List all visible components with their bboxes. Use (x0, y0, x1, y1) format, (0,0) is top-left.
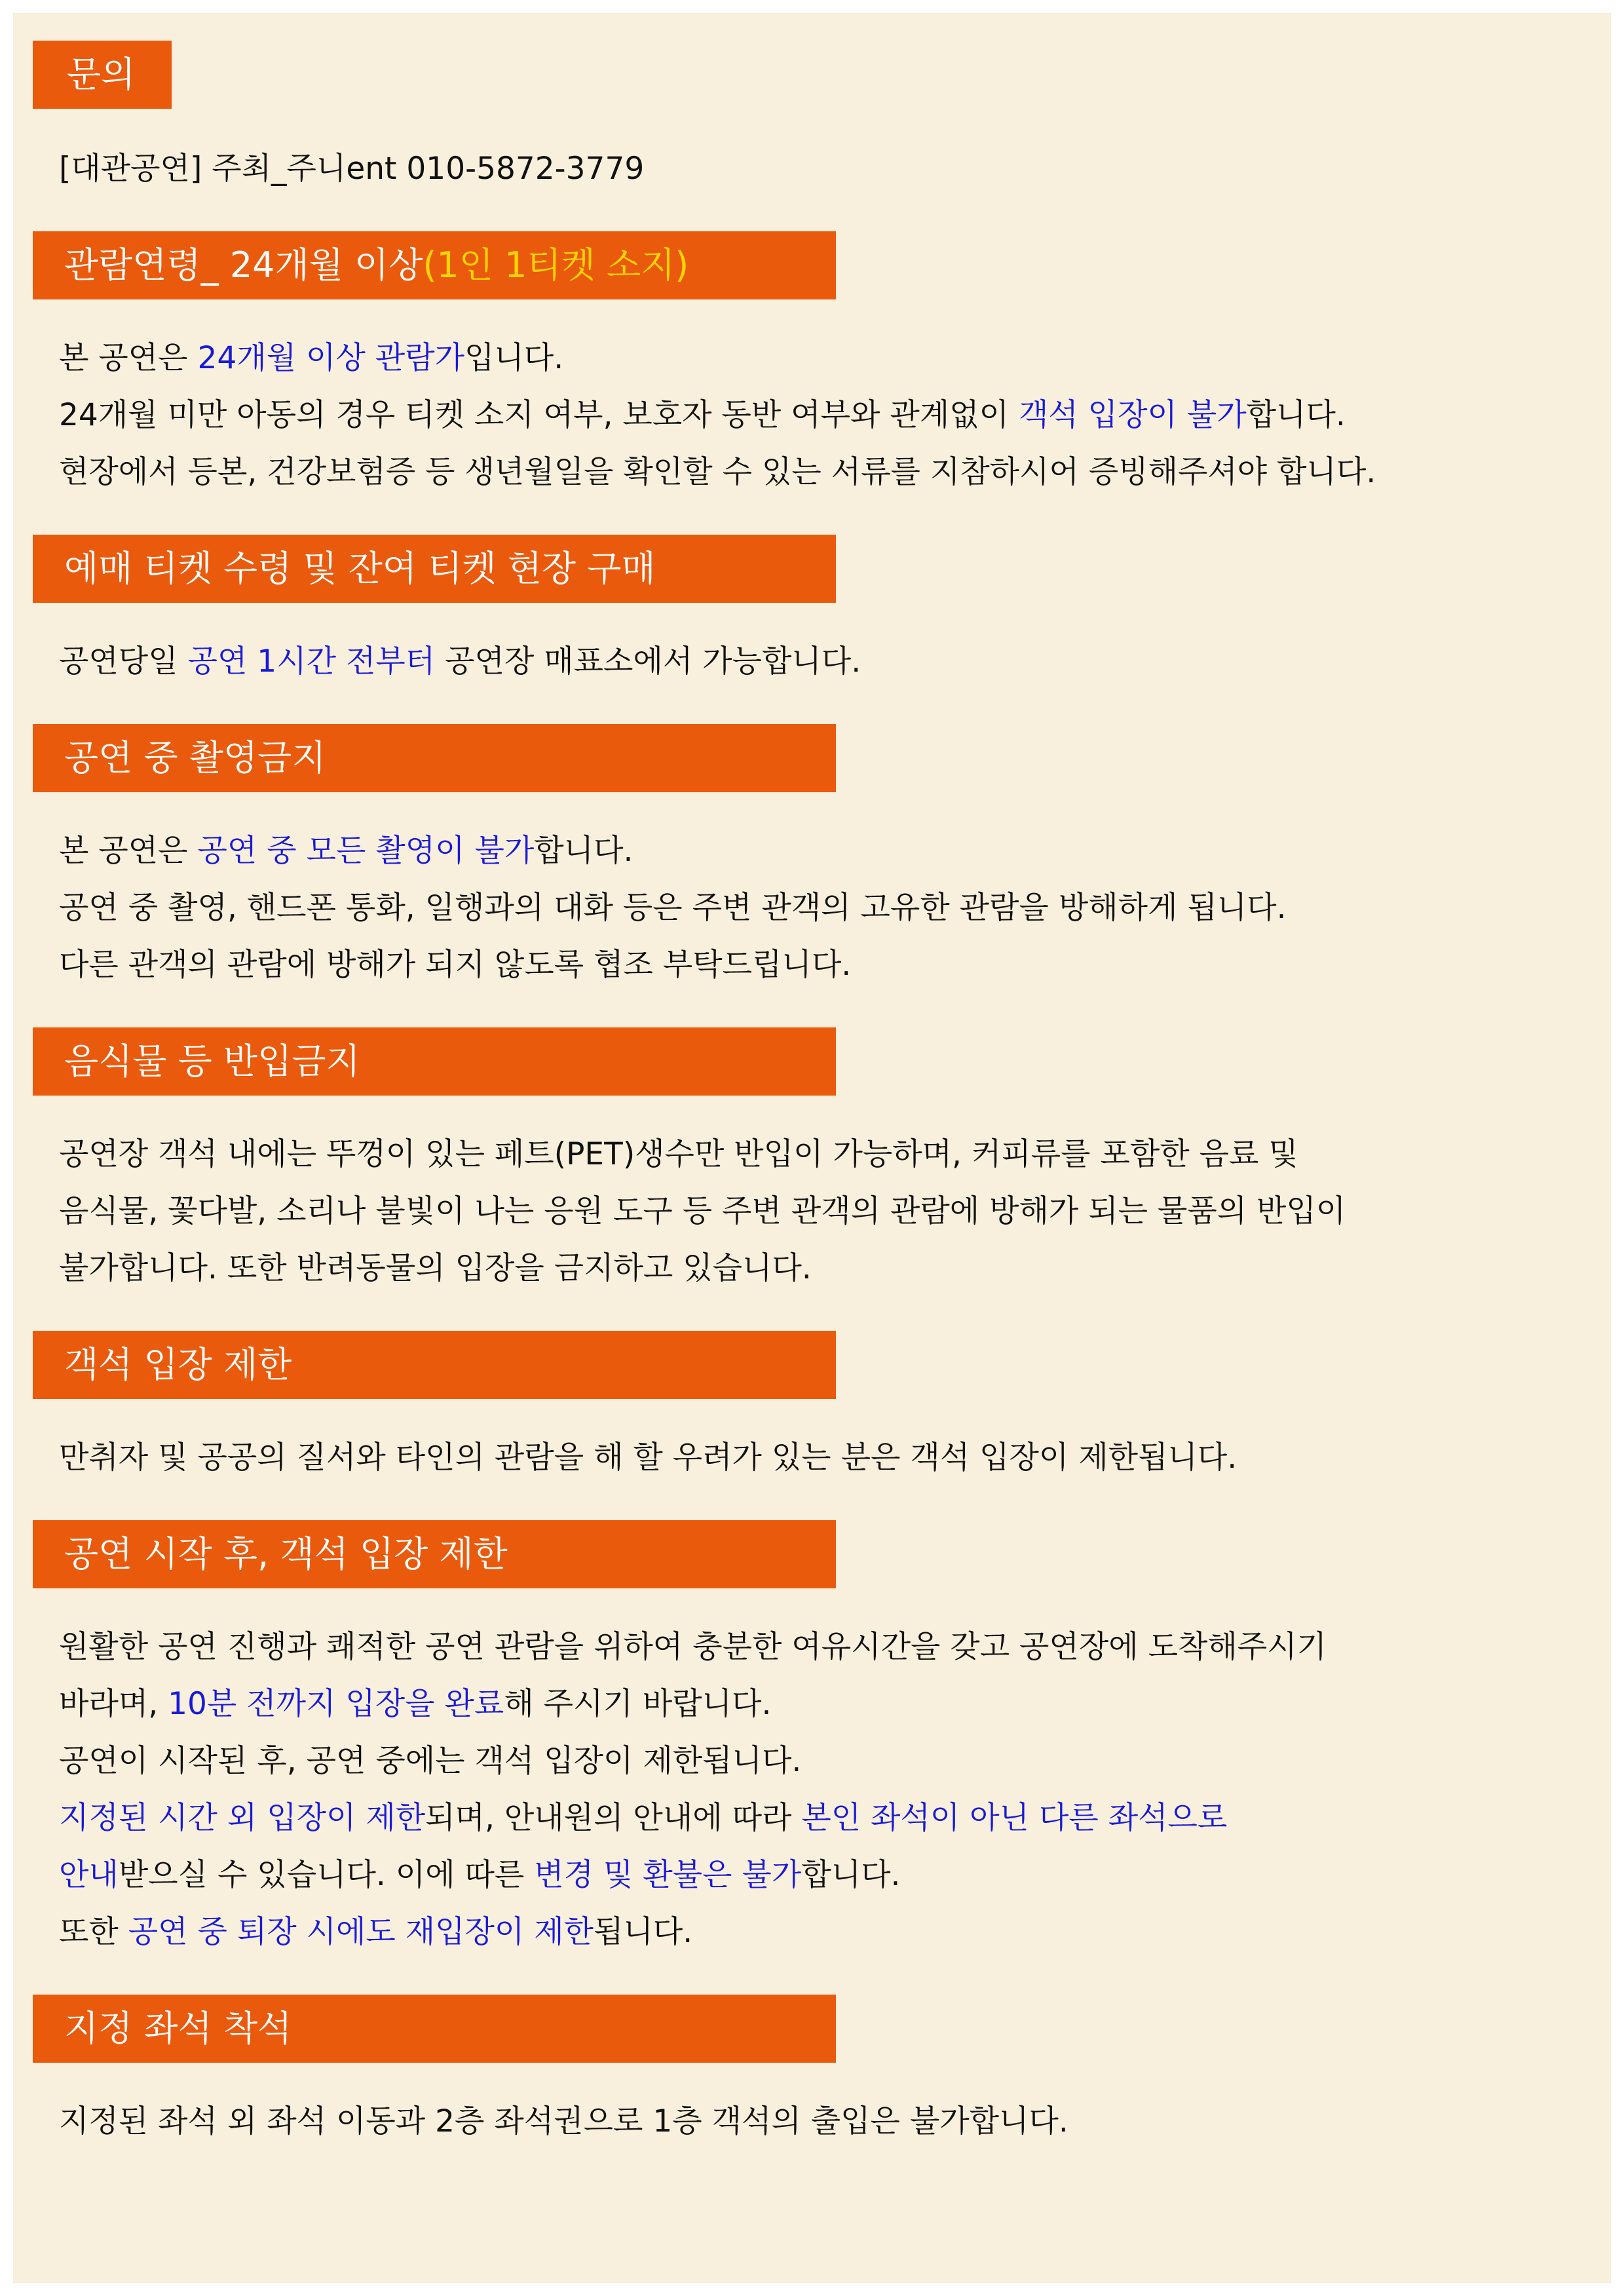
text: 되며, 안내원의 안내에 따라 (425, 1800, 802, 1836)
heading-text: 예매 티켓 수령 및 잔여 티켓 현장 구매 (64, 548, 656, 589)
body-line: 공연이 시작된 후, 공연 중에는 객석 입장이 제한됩니다. (59, 1743, 802, 1779)
section-heading-photo (33, 724, 836, 792)
emphasis-text: 24개월 이상 관람가 (197, 340, 464, 376)
body-line: 음식물, 꽃다발, 소리나 불빛이 나는 응원 도구 등 주변 관객의 관람에 방해가 되는 물품의 반입이 (59, 1193, 1346, 1229)
text: 받으실 수 있습니다. 이에 따른 (118, 1857, 535, 1893)
text: 공연당일 (59, 643, 188, 679)
heading-text: 음식물 등 반입금지 (64, 1041, 360, 1082)
text: 또한 (59, 1914, 128, 1950)
body-line (59, 1904, 1611, 1961)
text: 24개월 미만 아동의 경우 티켓 소지 여부, 보호자 동반 여부와 관계없이 (59, 397, 1019, 433)
body-line: [대관공연] 주최_주니ent 010-5872-3779 (59, 151, 645, 187)
text: 본 공연은 (59, 340, 198, 376)
emphasis-text: 공연 중 퇴장 시에도 재입장이 제한 (128, 1914, 594, 1950)
heading-highlight: (1인 1티켓 소지) (423, 244, 689, 286)
section-body-late (33, 1618, 1611, 1961)
notice-page (13, 13, 1611, 2283)
text: 바라며, (59, 1686, 168, 1722)
heading-text: 공연 시작 후, 객석 입장 제한 (64, 1533, 508, 1575)
section-photo (33, 724, 1611, 993)
section-body-inquiry (33, 140, 1611, 197)
section-seat (33, 1995, 1611, 2150)
text: 합니다. (1246, 397, 1346, 433)
emphasis-text: 변경 및 환불은 불가 (534, 1857, 802, 1893)
section-body-age (33, 330, 1611, 501)
emphasis-text: 지정된 시간 외 입장이 제한 (59, 1800, 426, 1836)
section-body-restrict (33, 1429, 1611, 1486)
emphasis-text: 본인 좌석이 아닌 다른 좌석으로 (801, 1800, 1228, 1836)
section-heading-ticket (33, 535, 836, 603)
section-heading-age (33, 231, 836, 299)
section-ticket (33, 535, 1611, 690)
body-line (59, 633, 1611, 690)
section-restrict (33, 1331, 1611, 1486)
section-heading-late (33, 1520, 836, 1588)
body-line: 현장에서 등본, 건강보험증 등 생년월일을 확인할 수 있는 서류를 지참하시어 증빙해주셔야 합니다. (59, 454, 1376, 490)
body-line (59, 822, 1611, 879)
emphasis-text: 객석 입장이 불가 (1018, 397, 1247, 433)
text: 본 공연은 (59, 833, 198, 869)
emphasis-text: 공연 중 모든 촬영이 불가 (197, 833, 535, 869)
section-heading-restrict (33, 1331, 836, 1399)
section-food (33, 1027, 1611, 1297)
section-body-ticket (33, 633, 1611, 690)
section-body-photo (33, 822, 1611, 993)
body-line: 다른 관객의 관람에 방해가 되지 않도록 협조 부탁드립니다. (59, 947, 852, 983)
section-age (33, 231, 1611, 501)
body-line: 불가합니다. 또한 반려동물의 입장을 금지하고 있습니다. (59, 1250, 812, 1286)
section-late (33, 1520, 1611, 1961)
section-heading-food (33, 1027, 836, 1096)
heading-text: 지정 좌석 착석 (64, 2008, 292, 2049)
emphasis-text: 안내 (59, 1857, 119, 1893)
emphasis-text: 10분 전까지 입장을 완료 (168, 1686, 504, 1722)
section-body-seat (33, 2093, 1611, 2150)
text: 합니다. (534, 833, 633, 869)
text: 해 주시기 바랍니다. (504, 1686, 772, 1722)
heading-text: 객석 입장 제한 (64, 1344, 292, 1385)
body-line (59, 1675, 1611, 1732)
heading-text: 공연 중 촬영금지 (64, 737, 326, 778)
section-heading-inquiry (33, 41, 172, 109)
body-line (59, 1789, 1611, 1846)
heading-text: 문의 (67, 54, 136, 95)
body-line: 지정된 좌석 외 좌석 이동과 2층 좌석권으로 1층 객석의 출입은 불가합니다. (59, 2103, 1068, 2139)
heading-text: 관람연령_ 24개월 이상 (64, 244, 423, 286)
text: 됩니다. (594, 1914, 693, 1950)
body-line: 만취자 및 공공의 질서와 타인의 관람을 해 할 우려가 있는 분은 객석 입장이 제한됩니다. (59, 1440, 1237, 1476)
section-inquiry (33, 41, 1611, 197)
body-line: 공연 중 촬영, 핸드폰 통화, 일행과의 대화 등은 주변 관객의 고유한 관람을 방해하게 됩니다. (59, 890, 1287, 926)
section-body-food (33, 1126, 1611, 1297)
emphasis-text: 공연 1시간 전부터 (187, 643, 436, 679)
body-line: 공연장 객석 내에는 뚜껑이 있는 페트(PET)생수만 반입이 가능하며, 커피류를 포함한 음료 및 (59, 1136, 1298, 1172)
text: 입니다. (464, 340, 564, 376)
text: 공연장 매표소에서 가능합니다. (435, 643, 861, 679)
text: 합니다. (801, 1857, 901, 1893)
body-line (59, 330, 1611, 387)
body-line (59, 387, 1611, 444)
body-line (59, 1846, 1611, 1904)
body-line: 원활한 공연 진행과 쾌적한 공연 관람을 위하여 충분한 여유시간을 갖고 공연장에 도착해주시기 (59, 1629, 1327, 1665)
section-heading-seat (33, 1995, 836, 2063)
